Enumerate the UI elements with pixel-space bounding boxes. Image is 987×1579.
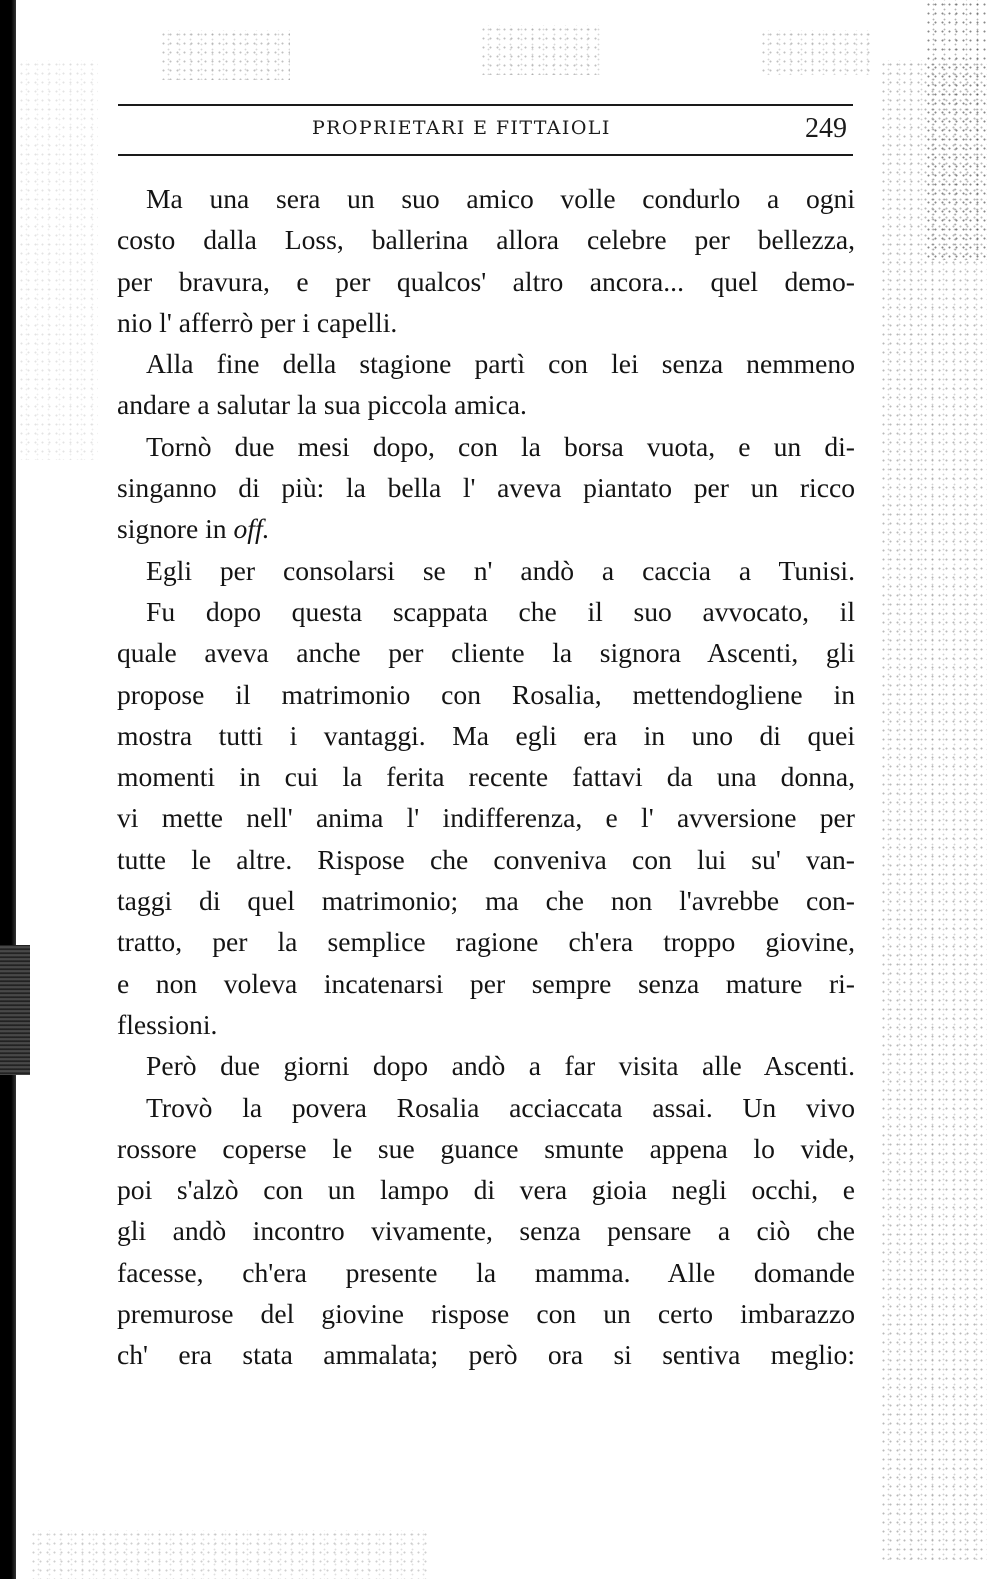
text-line: tratto, per la semplice ragione ch'era troppo giovine, <box>117 926 855 958</box>
running-title: PROPRIETARI E FITTAIOLI <box>312 117 611 139</box>
scan-speckle <box>160 30 290 80</box>
body-text <box>117 178 855 1376</box>
text-line: Alla fine della stagione partì con lei senza nemmeno <box>146 348 855 380</box>
text-line: ch' era stata ammalata; però ora si sentiva meglio: <box>117 1339 855 1371</box>
text-line: Fu dopo questa scappata che il suo avvocato, il <box>146 595 855 627</box>
text-line: taggi di quel matrimonio; ma che non l'avrebbe con- <box>117 885 855 917</box>
text-line: costo dalla Loss, ballerina allora celebre per bellezza, <box>117 224 855 256</box>
text-line: andare a salutar la sua piccola amica. <box>117 389 527 421</box>
text-line: Tornò due mesi dopo, con la borsa vuota, e un di- <box>146 430 855 462</box>
text-line: momenti in cui la ferita recente fattavi da una donna, <box>117 761 855 793</box>
scan-speckle <box>18 60 98 460</box>
text-line: Ma una sera un suo amico volle condurlo a ogni <box>146 183 855 214</box>
header-rule-bottom <box>118 154 853 156</box>
scan-speckle <box>480 25 600 75</box>
text-line: flessioni. <box>117 1008 218 1040</box>
text-line: facesse, ch'era presente la mamma. Alle domande <box>117 1256 855 1288</box>
text-line: Trovò la povera Rosalia acciaccata assai. Un vivo <box>146 1091 855 1123</box>
text-line: singanno di più: la bella l' aveva piantato per un ricco <box>117 472 855 504</box>
text-line: poi s'alzò con un lampo di vera gioia negli occhi, e <box>117 1174 855 1206</box>
text-line <box>117 508 855 549</box>
text-line: propose il matrimonio con Rosalia, mettendogliene in <box>117 678 855 710</box>
running-header <box>118 100 853 158</box>
scan-speckle <box>880 60 987 1560</box>
text-line: e non voleva incatenarsi per sempre senza mature ri- <box>117 967 855 999</box>
scan-speckle <box>760 30 870 75</box>
italic-term: off. <box>233 513 270 545</box>
text-line: premurose del giovine rispose con un certo imbarazzo <box>117 1298 855 1330</box>
page-number: 249 <box>805 113 847 144</box>
text-line: vi mette nell' anima l' indifferenza, e l' avversione per <box>117 802 855 834</box>
binding-edge <box>0 0 16 1579</box>
text-line: gli andò incontro vivamente, senza pensare a ciò che <box>117 1215 855 1247</box>
scan-speckle <box>30 1530 430 1579</box>
text-line: Egli per consolarsi se n' andò a caccia a Tunisi. <box>146 554 855 586</box>
text-line: nio l' afferrò per i capelli. <box>117 306 398 338</box>
scan-speckle <box>925 0 987 260</box>
text-line: Però due giorni dopo andò a far visita alle Ascenti. <box>146 1050 855 1082</box>
text-line: mostra tutti i vantaggi. Ma egli era in uno di quei <box>117 719 855 751</box>
binding-shadow <box>0 945 30 1075</box>
text-line: rossore coperse le sue guance smunte appena lo vide, <box>117 1132 855 1164</box>
text-fragment: signore in <box>117 513 227 545</box>
header-rule-top <box>118 104 853 106</box>
text-line: per bravura, e per qualcos' altro ancora... quel demo- <box>117 265 855 297</box>
text-line: tutte le altre. Rispose che conveniva con lui su' van- <box>117 843 855 875</box>
text-line: quale aveva anche per cliente la signora Ascenti, gli <box>117 637 855 669</box>
